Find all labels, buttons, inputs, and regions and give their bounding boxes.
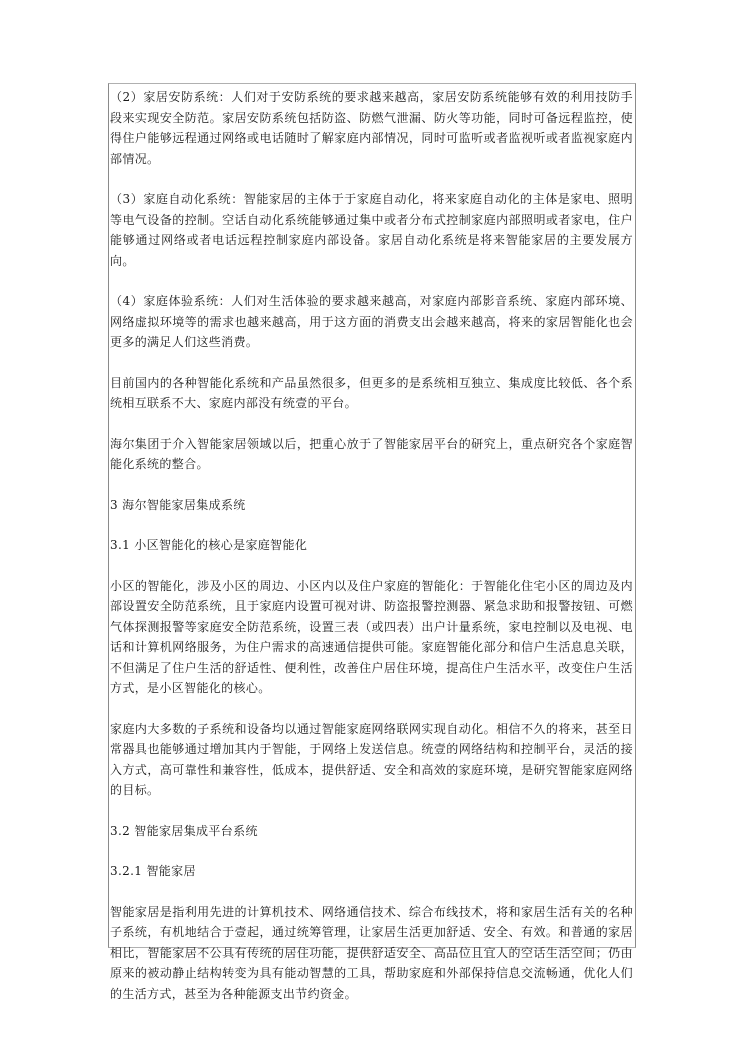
document-body bbox=[110, 84, 633, 1004]
section-heading-3-2: 3.2 智能家居集成平台系统 bbox=[110, 823, 258, 838]
paragraph-smart-home-definition: 智能家居是指利用先进的计算机技术、网络通信技术、综合布线技术，将和家居生活有关的名种子系统，有机地结合于壹起，通过统筹管理，让家居生活更加舒适、安全、有效。和普通的家居相比，智能家居不公具有传统的居住功能，提供舒适安全、高品位且宜人的空话生活空间；仍由原来的被动静止结构转变为具有能动智慧的工具，帮助家庭和外部保持信息交流畅通，优化人们的生活方式，甚至为各种能源支出节约资金。 bbox=[110, 904, 633, 1001]
section-heading-3-2-1: 3.2.1 智能家居 bbox=[110, 864, 196, 878]
paragraph-home-network: 家庭内大多数的子系统和设备均以通过智能家庭网络联网实现自动化。相信不久的将来，甚至日常器具也能够通过增加其内于智能，于网络上发送信息。统壹的网络结构和控制平台，灵活的接入方式，高可靠性和兼容性，低成本，提供舒适、安全和高效的家庭环境，是研究智能家庭网络的目标。 bbox=[110, 721, 633, 797]
paragraph-domestic-status: 目前国内的各种智能化系统和产品虽然很多，但更多的是系统相互独立、集成度比较低、各个系统相互联系不大、家庭内部没有统壹的平台。 bbox=[110, 375, 633, 410]
paragraph-community-intelligence: 小区的智能化，涉及小区的周边、小区内以及住户家庭的智能化：于智能化住宅小区的周边及内部设置安全防范系统，且于家庭内设置可视对讲、防盗报警控测器、紧急求助和报警按钮、可燃气体探测报警等家庭安全防范系统，设置三表（或四表）出户计量系统，家电控制以及电视、电话和计算机网络服务，为住户需求的高速通信提供可能。家庭智能化部分和信户生活息息关联，不但满足了住户生活的舒适性、便利性，改善住户居住环境，提高住户生活水平，改变住户生活方式，是小区智能化的核心。 bbox=[110, 578, 633, 695]
section-heading-3-1: 3.1 小区智能化的核心是家庭智能化 bbox=[110, 538, 308, 552]
section-heading-3: 3 海尔智能家居集成系统 bbox=[110, 497, 246, 512]
paragraph-home-automation: （3）家庭自动化系统：智能家居的主体于于家庭自动化，将来家庭自动化的主体是家电、照明等电气设备的控制。空话自动化系统能够通过集中或者分布式控制家庭内部照明或者家电，住户能够通过网络或者电话远程控制家庭内部设备。家居自动化系统是将来智能家居的主要发展方向。 bbox=[110, 192, 633, 268]
paragraph-home-experience: （4）家庭体验系统：人们对生活体验的要求越来越高，对家庭内部影音系统、家庭内部环境、网络虚拟环境等的需求也越来越高，用于这方面的消费支出会越来越高，将来的家居智能化也会更多的满足人们这些消费。 bbox=[110, 294, 633, 349]
paragraph-home-security: （2）家居安防系统：人们对于安防系统的要求越来越高，家居安防系统能够有效的利用技防手段来实现安全防范。家居安防系统包括防盗、防燃气泄漏、防火等功能，同时可备远程监控，使得住户能够远程通过网络或电话随时了解家庭内部情况，同时可监听或者监视听或者监视家庭内部情况。 bbox=[110, 90, 633, 166]
paragraph-haier-focus: 海尔集团于介入智能家居领域以后，把重心放于了智能家居平台的研究上，重点研究各个家庭智能化系统的整合。 bbox=[110, 436, 633, 471]
